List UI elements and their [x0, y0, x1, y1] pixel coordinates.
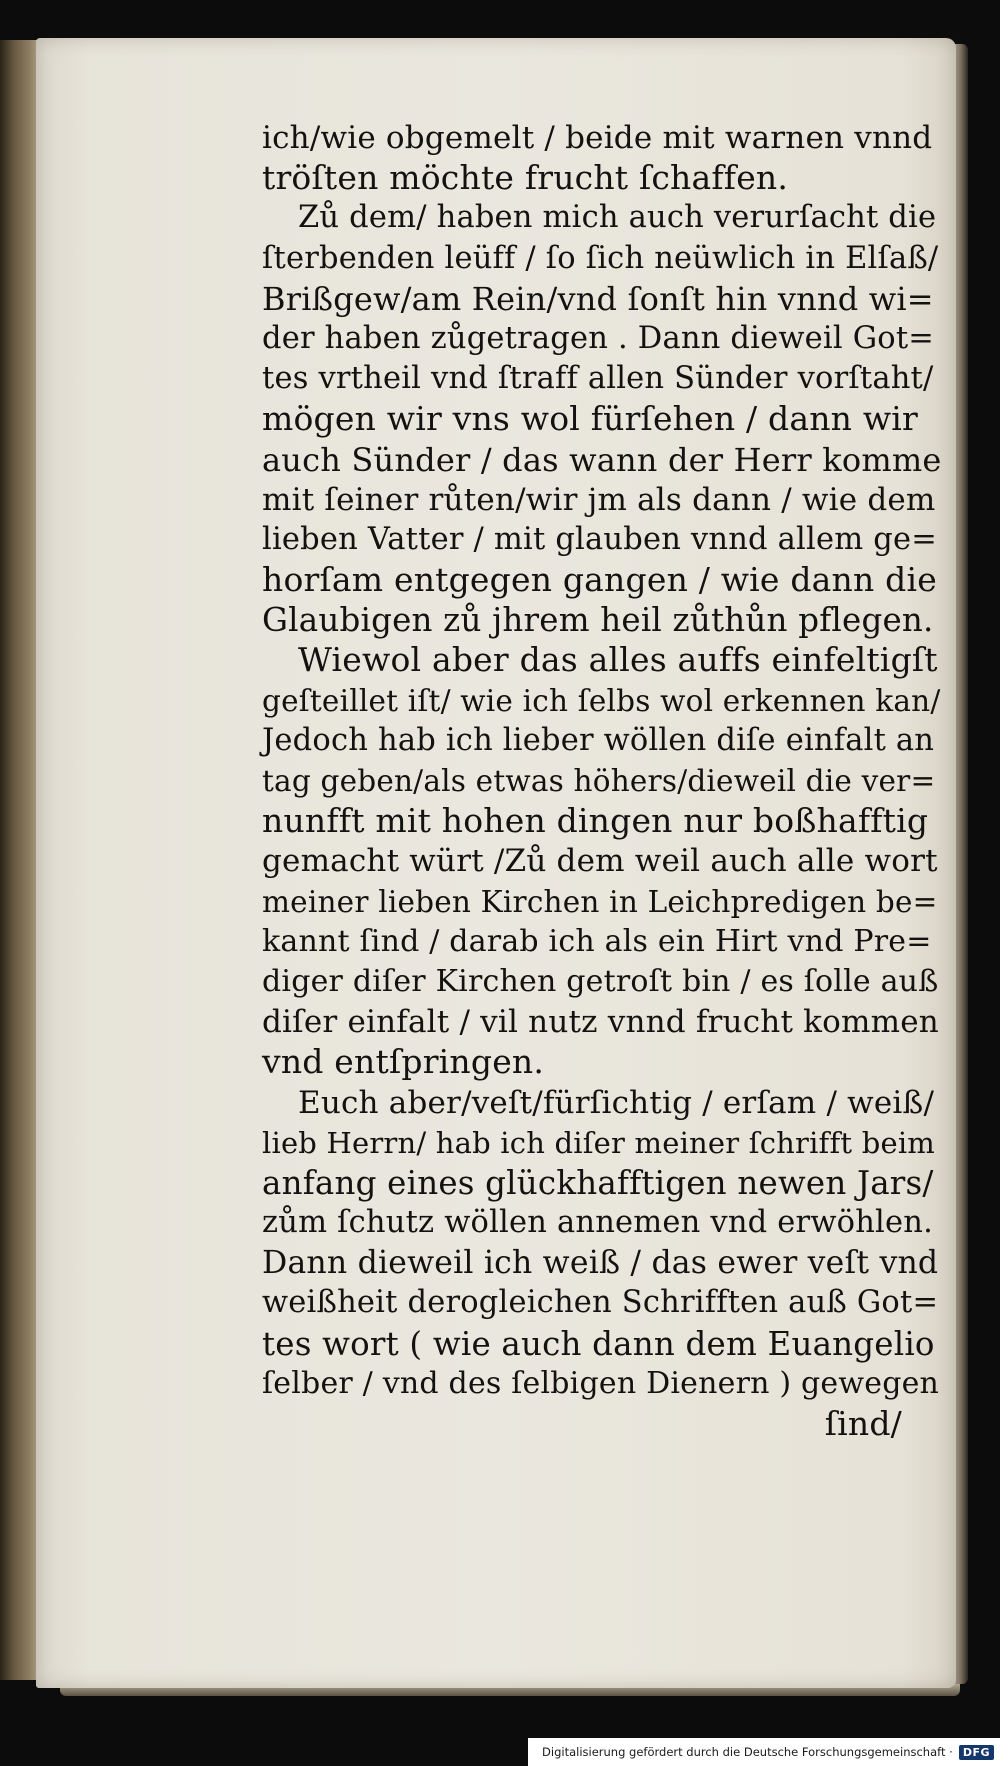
text-line: diger diſer Kirchen getroſt bin / es ſolle auß — [262, 963, 939, 999]
text-line: ſelber / vnd des ſelbigen Dienern ) gewegen — [262, 1365, 940, 1401]
text-line: lieb Herrn/ hab ich diſer meiner ſchrifft beim — [262, 1125, 935, 1160]
text-line: tag geben/als etwas höhers/dieweil die ver= — [262, 764, 936, 798]
text-line: diſer einfalt / vil nutz vnnd frucht kommen — [262, 1004, 939, 1041]
text-line: zům ſchutz wöllen annemen vnd erwöhlen. — [262, 1205, 933, 1241]
text-line: mögen wir vns wol fürſehen / dann wir — [262, 399, 918, 439]
text-line: Dann dieweil ich weiß / das ewer veſt vnd — [262, 1245, 939, 1282]
credit-text: Digitalisierung gefördert durch die Deutsche Forschungsgemeinschaft · — [542, 1745, 953, 1759]
text-line: lieben Vatter / mit glauben vnnd allem ge= — [262, 521, 937, 557]
text-line: Wiewol aber das alles auffs einfeltigſt — [298, 640, 938, 680]
digitization-credit — [528, 1738, 1000, 1766]
catchword: ſind/ — [824, 1404, 902, 1443]
text-line: kannt ſind / darab ich als ein Hirt vnd Pre= — [262, 923, 932, 959]
text-line: tröſten möchte frucht ſchaffen. — [262, 158, 789, 198]
page-text — [262, 118, 942, 1444]
dfg-logo: DFG — [959, 1745, 994, 1760]
text-line: auch Sünder / das wann der Herr komme — [262, 440, 942, 479]
text-line: Euch aber/veſt/fürſichtig / erſam / weiß/ — [298, 1084, 935, 1121]
text-line: weißheit derogleichen Schrifften auß Got= — [262, 1285, 939, 1321]
text-line: der haben zůgetragen . Dann dieweil Got= — [262, 320, 935, 356]
text-line: tes wort ( wie auch dann dem Euangelio — [262, 1324, 935, 1363]
text-line: Brißgew/am Rein/vnd ſonſt hin vnnd wi= — [262, 279, 934, 318]
text-line: geſteillet iſt/ wie ich ſelbs wol erkennen kan/ — [262, 683, 941, 718]
text-line: meiner lieben Kirchen in Leichpredigen be= — [262, 884, 938, 919]
text-line: Glaubigen zů jhrem heil zůthůn pflegen. — [262, 601, 934, 640]
text-line: Zů dem/ haben mich auch verurſacht die — [298, 200, 937, 236]
text-line: horſam entgegen gangen / wie dann die — [262, 560, 937, 600]
text-line: mit ſeiner růten/wir jm als dann / wie dem — [262, 481, 936, 518]
text-line: gemacht würt /Zů dem weil auch alle wort — [262, 843, 938, 880]
text-line: Jedoch hab ich lieber wöllen diſe einfalt an — [262, 722, 935, 758]
text-line: vnd entſpringen. — [262, 1042, 545, 1082]
text-line: ich/wie obgemelt / beide mit warnen vnnd — [262, 120, 933, 156]
text-line: anfang eines glückhafftigen newen Jars/ — [262, 1163, 934, 1202]
text-line: nunfft mit hohen dingen nur boßhafftig — [262, 801, 929, 841]
text-line: ſterbenden leüff / ſo ſich neüwlich in Elſaß/ — [262, 240, 939, 276]
text-line: tes vrtheil vnd ſtraff allen Sünder vorſtaht/ — [262, 361, 934, 397]
